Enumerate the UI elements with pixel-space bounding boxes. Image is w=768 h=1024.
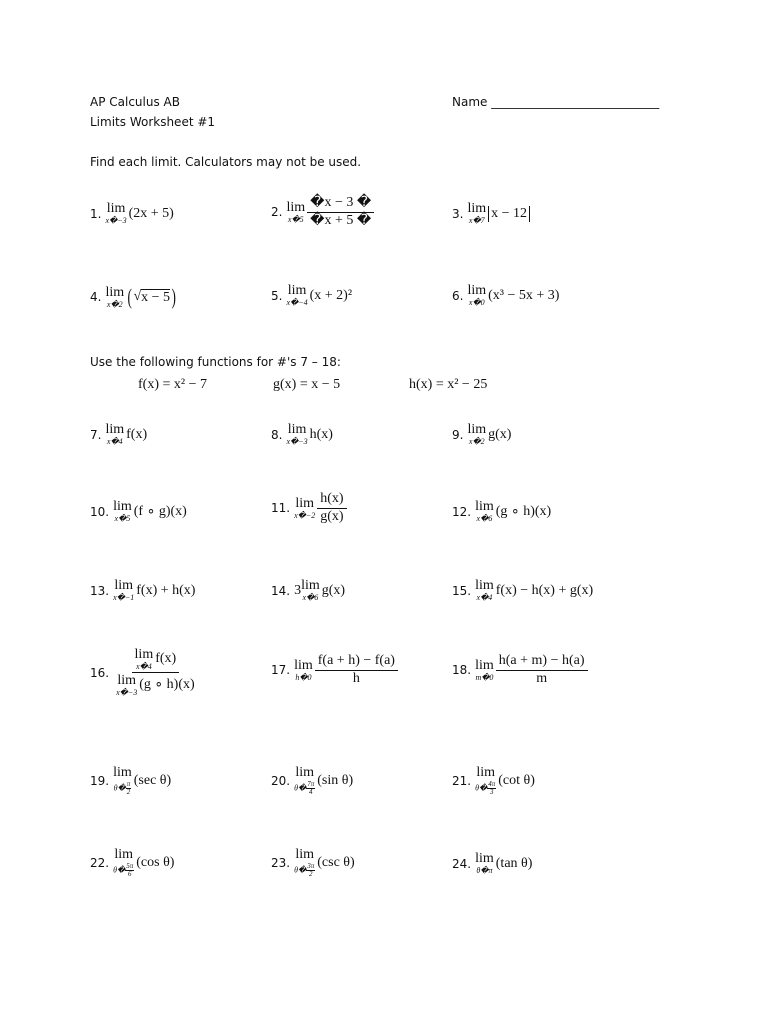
lim-operator: lim θ� $\frac{5\pi}{6}$ (113, 847, 134, 878)
lim-operator: lim x�0 (467, 283, 487, 307)
name-field[interactable]: Name ____________________________ (452, 95, 660, 109)
problem-17 (271, 654, 398, 686)
limit-fraction: $\frac{�x - 3 �}{�x + 5 �}$ (307, 196, 374, 228)
problem-number: 24. (452, 856, 472, 871)
absolute-value-expression: x − 12 (488, 206, 530, 222)
limit-expression: (sin θ) (317, 773, 354, 788)
lim-operator: lim x�2 (105, 284, 125, 309)
problem-10 (90, 500, 187, 523)
problem-18 (452, 654, 588, 686)
lim-operator: lim θ�π (475, 851, 494, 875)
limit-fraction: $\frac{h(x)}{g(x)}$ (317, 492, 346, 524)
lim-operator: lim x�−2 (294, 495, 316, 520)
radicand: x − 5 (141, 289, 171, 305)
problem-number: 17. (271, 663, 291, 678)
limit-expression: f(x) − h(x) + g(x) (495, 582, 594, 598)
lim-operator: lim x�−3 (105, 201, 127, 225)
lim-operator: lim m�0 (475, 657, 494, 682)
problem-number: 4. (90, 290, 102, 304)
problem-16 (90, 648, 198, 697)
lim-operator: lim θ� $\frac{3\pi}{2}$ (294, 847, 315, 878)
limit-expression: f(x) (126, 426, 148, 442)
problem-19 (90, 766, 171, 796)
problem-number: 12. (452, 504, 472, 519)
problem-number: 2. (271, 205, 283, 220)
limit-expression: (g ∘ h)(x) (495, 504, 552, 519)
lim-operator: lim θ� $\frac{\pi}{2}$ (113, 765, 132, 796)
lim-operator: lim θ� $\frac{4\pi}{3}$ (475, 765, 496, 796)
function-g: g(x) = x − 5 (273, 377, 341, 392)
lim-operator: lim x�7 (467, 201, 487, 225)
problem-23 (271, 848, 355, 878)
worksheet-title: Limits Worksheet #1 (90, 115, 216, 129)
limit-expression: f(x) + h(x) (136, 582, 196, 598)
limit-expression: (tan θ) (495, 855, 533, 871)
lim-operator: lim x�4 (105, 422, 125, 446)
lim-operator: lim x�6 (475, 499, 494, 523)
lim-operator: lim θ� $\frac{7\pi}{4}$ (294, 765, 315, 796)
course-title: AP Calculus AB (90, 95, 180, 109)
limit-fraction: $\frac{h(a + m) - h(a)}{m}$ (496, 654, 588, 686)
problem-number: 1. (90, 206, 102, 221)
problem-22 (90, 848, 174, 878)
problem-1 (90, 202, 174, 225)
problem-6 (452, 284, 559, 307)
lim-operator: lim x�6 (301, 578, 320, 602)
function-f: f(x) = x² − 7 (138, 377, 207, 392)
lim-operator: lim x�−1 (113, 578, 135, 602)
problem-14 (271, 579, 345, 602)
limit-quotient: lim x�4 f(x) lim x�−3 (g ∘ h)(x) (116, 647, 195, 697)
problem-21 (452, 766, 535, 796)
problem-number: 23. (271, 856, 291, 870)
problem-number: 16. (90, 665, 110, 680)
problem-13 (90, 579, 195, 602)
limit-expression: g(x) (488, 426, 512, 442)
problem-5 (271, 284, 352, 307)
function-h: h(x) = x² − 25 (409, 377, 488, 392)
limit-expression: (csc θ) (317, 855, 355, 870)
problem-number: 9. (452, 427, 464, 442)
limit-expression: (x + 2)² (309, 287, 353, 303)
limit-expression: h(x) (309, 426, 333, 442)
problem-number: 19. (90, 774, 110, 788)
limit-expression: g(x) (321, 582, 346, 598)
problem-24 (452, 852, 532, 875)
problem-7 (90, 423, 147, 446)
lim-operator: lim x�2 (467, 422, 487, 446)
problem-20 (271, 766, 353, 796)
problem-number: 11. (271, 501, 291, 516)
problem-number: 14. (271, 583, 291, 598)
problem-number: 10. (90, 504, 110, 519)
problem-number: 20. (271, 774, 291, 788)
problem-number: 15. (452, 583, 472, 598)
lim-operator: lim x�5 (286, 199, 306, 224)
problem-number: 21. (452, 774, 472, 788)
limit-expression: (x³ − 5x + 3) (488, 287, 560, 303)
problem-number: 13. (90, 583, 110, 598)
limit-expression: (cot θ) (498, 773, 535, 788)
problem-9 (452, 423, 511, 446)
left-paren-icon: ( (127, 284, 132, 309)
limit-expression: (f ∘ g)(x) (133, 504, 187, 519)
problem-2 (271, 196, 374, 228)
instructions: Find each limit. Calculators may not be used. (90, 155, 362, 169)
lim-operator: lim x�5 (113, 499, 132, 523)
problem-15 (452, 579, 593, 602)
limit-expression: (2x + 5) (128, 205, 174, 221)
limit-expression: (sec θ) (133, 773, 172, 788)
limit-fraction: $\frac{f(a + h) - f(a)}{h}$ (315, 654, 398, 686)
lim-operator: lim x�4 (475, 578, 494, 602)
lim-operator: lim h�0 (294, 657, 313, 682)
problem-11 (271, 492, 347, 524)
problem-number: 6. (452, 288, 464, 303)
problem-12 (452, 500, 551, 523)
problem-number: 5. (271, 288, 283, 303)
problem-3 (452, 202, 530, 225)
lim-operator: lim x�−3 (286, 422, 308, 446)
problem-8 (271, 423, 333, 446)
right-paren-icon: ) (171, 284, 176, 309)
lim-operator: lim x�−4 (286, 283, 308, 307)
problem-number: 3. (452, 206, 464, 221)
sqrt-icon: √ (133, 289, 142, 304)
limit-expression: (cos θ) (136, 855, 175, 870)
coefficient: 3 (294, 582, 302, 598)
problem-number: 22. (90, 856, 110, 870)
functions-heading: Use the following functions for #'s 7 – 18: (90, 355, 341, 369)
problem-number: 18. (452, 663, 472, 678)
problem-4 (90, 284, 177, 310)
problem-number: 7. (90, 427, 102, 442)
problem-number: 8. (271, 427, 283, 442)
